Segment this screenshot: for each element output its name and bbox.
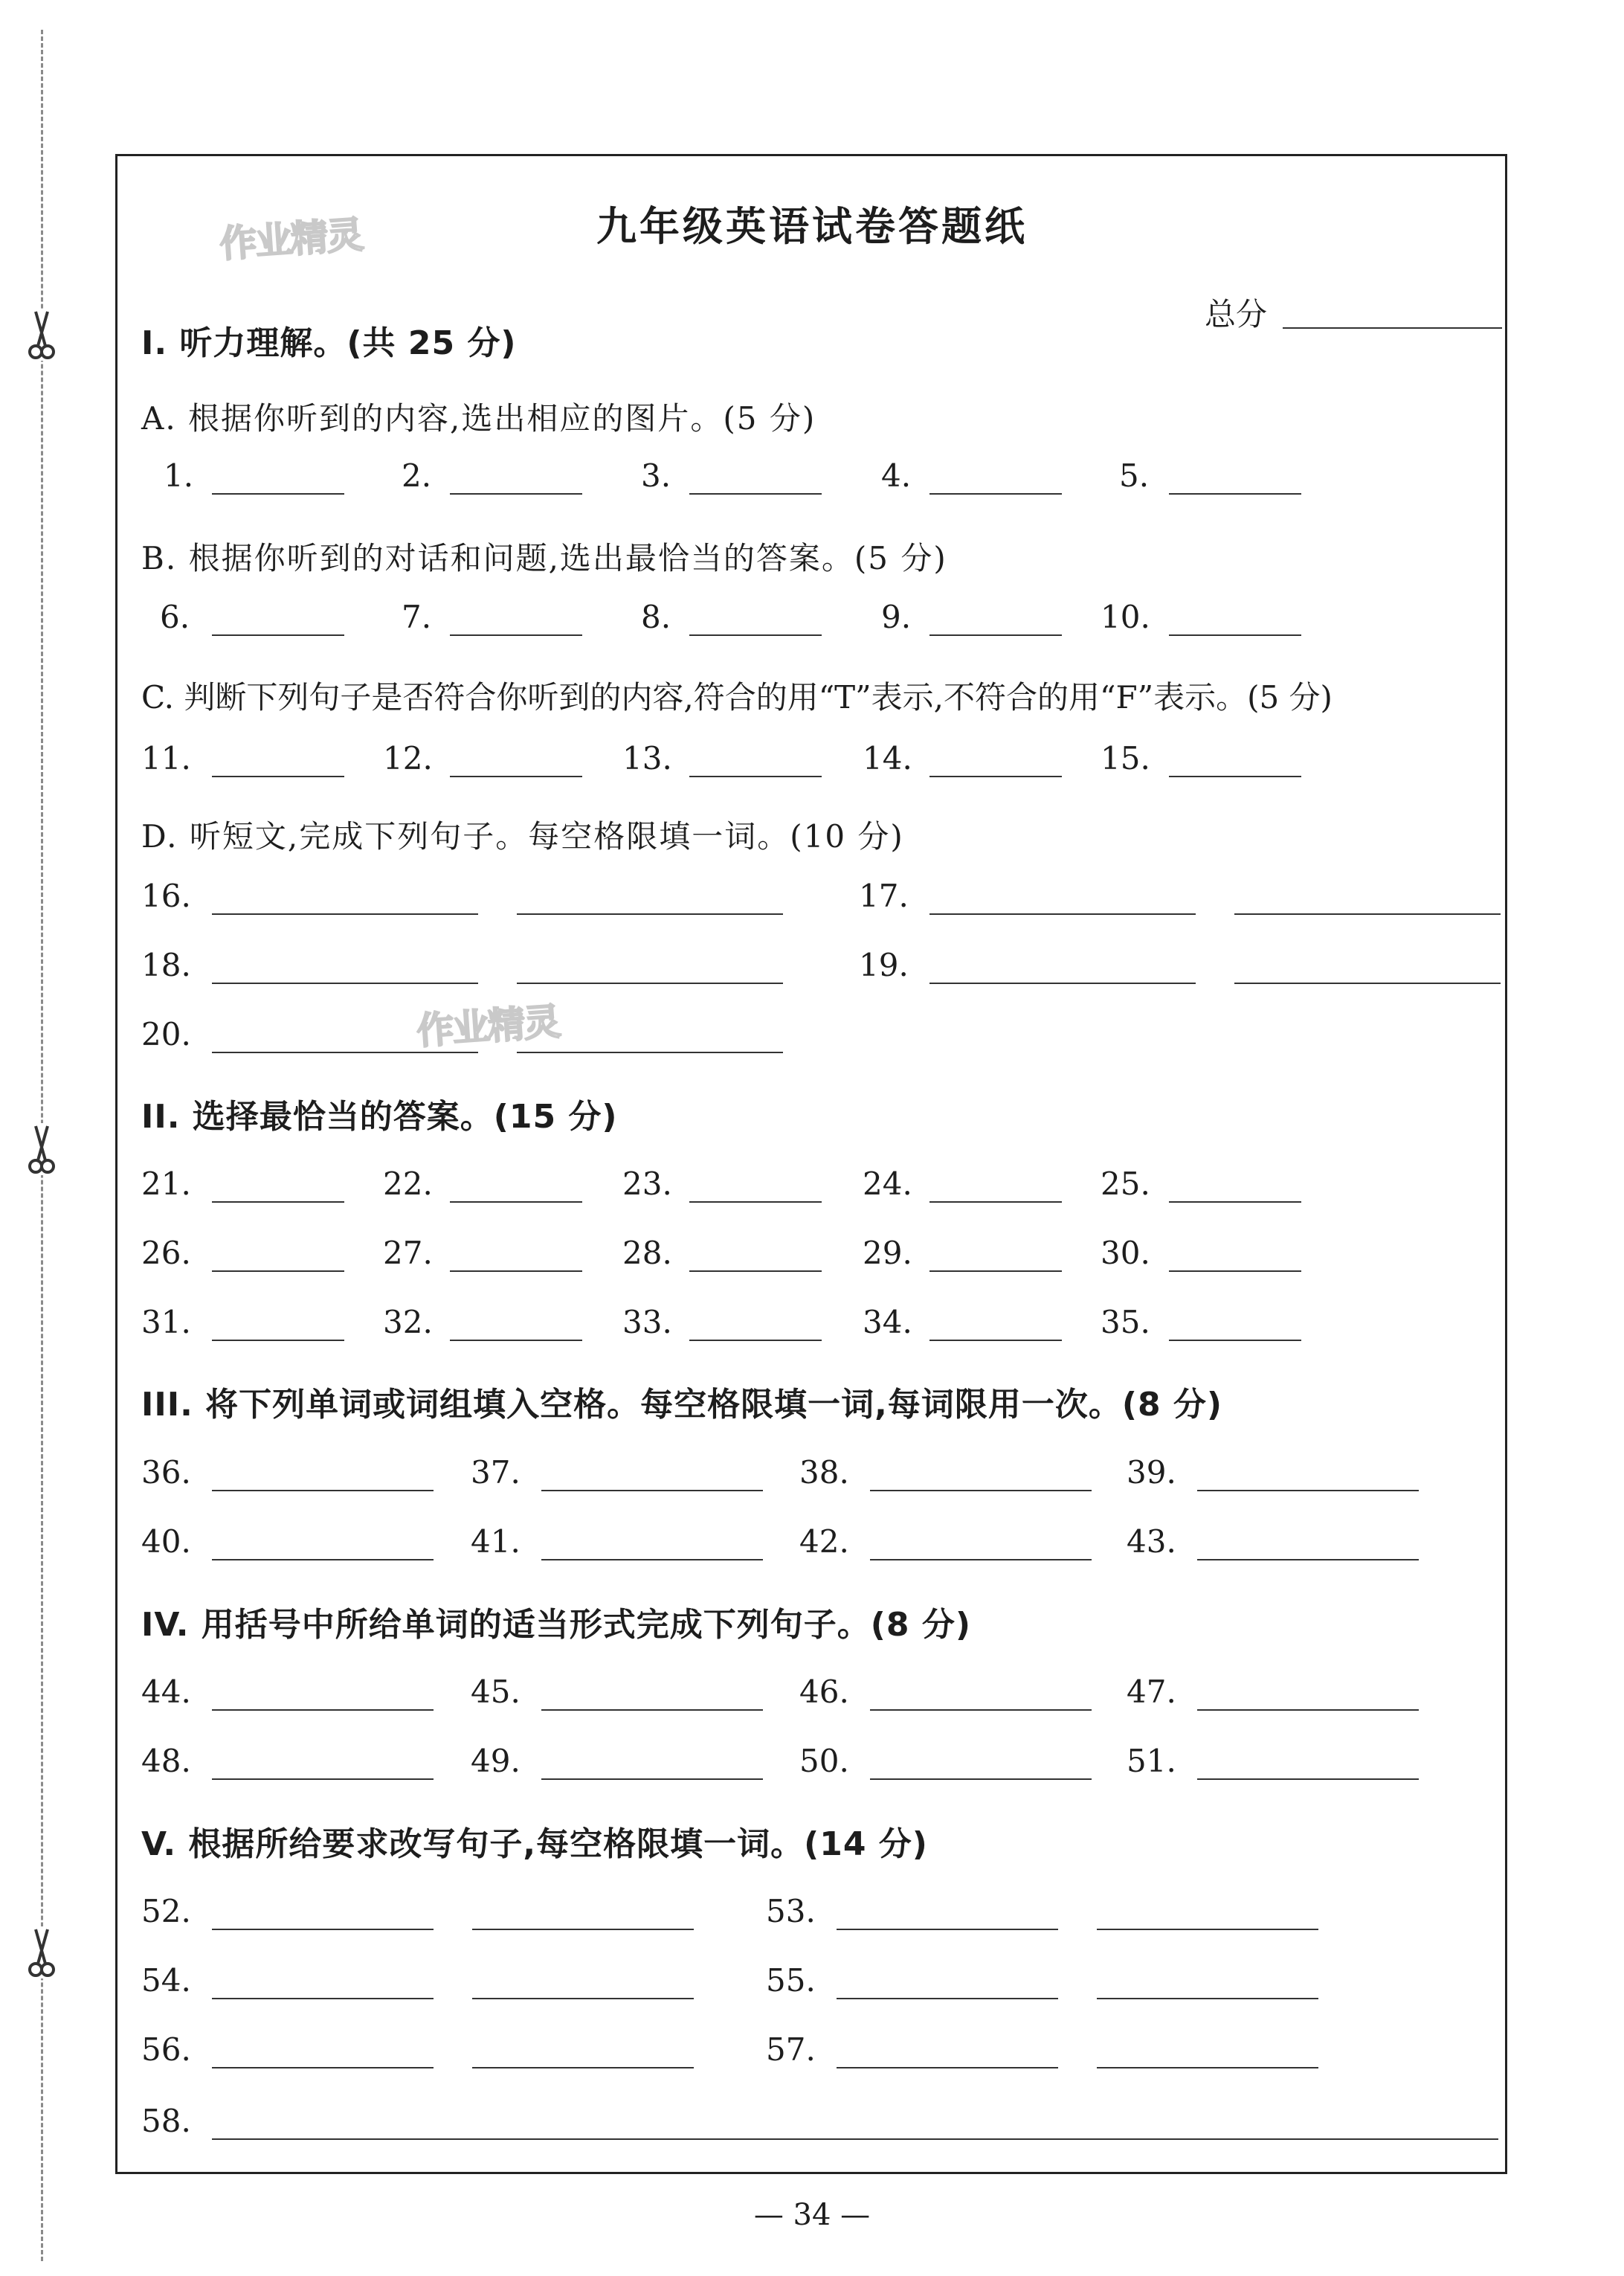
question-number: 38. xyxy=(799,1454,849,1491)
answer-blank[interactable] xyxy=(929,1201,1062,1203)
section-heading: I. 听力理解。(共 25 分) xyxy=(141,324,517,362)
question-number: 31. xyxy=(141,1304,191,1340)
page-title: 九年级英语试卷答题纸 xyxy=(596,203,1028,250)
section-heading: V. 根据所给要求改写句子,每空格限填一词。(14 分) xyxy=(141,1825,928,1863)
question-number: 1. xyxy=(164,457,194,494)
question-number: 10. xyxy=(1101,599,1150,635)
answer-blank[interactable] xyxy=(1169,776,1301,777)
question-number: 19. xyxy=(859,947,909,983)
question-number: 54. xyxy=(141,1962,191,1999)
answer-sheet-frame xyxy=(115,154,1507,2174)
question-number: 12. xyxy=(383,740,433,777)
watermark: 作业精灵 xyxy=(218,213,364,266)
answer-blank[interactable] xyxy=(541,1778,763,1780)
answer-blank[interactable] xyxy=(689,634,822,636)
scissors-icon xyxy=(25,1123,58,1175)
total-score-field[interactable] xyxy=(1283,327,1502,329)
answer-blank[interactable] xyxy=(541,1559,763,1560)
answer-blank[interactable] xyxy=(689,1201,822,1203)
answer-blank[interactable] xyxy=(212,1778,434,1780)
question-number: 37. xyxy=(471,1454,521,1491)
answer-blank[interactable] xyxy=(212,634,344,636)
answer-blank[interactable] xyxy=(1234,913,1501,915)
question-number: 39. xyxy=(1127,1454,1176,1491)
question-number: 13. xyxy=(622,740,672,777)
answer-blank[interactable] xyxy=(929,776,1062,777)
question-number: 45. xyxy=(471,1674,521,1710)
question-number: 20. xyxy=(141,1016,191,1052)
answer-blank[interactable] xyxy=(212,2138,1498,2140)
question-number: 17. xyxy=(859,878,909,914)
answer-blank[interactable] xyxy=(212,1340,344,1341)
question-number: 5. xyxy=(1119,457,1150,494)
question-number: 41. xyxy=(471,1523,521,1560)
section-heading: II. 选择最恰当的答案。(15 分) xyxy=(141,1098,618,1136)
answer-blank[interactable] xyxy=(929,913,1196,915)
answer-blank[interactable] xyxy=(541,1490,763,1491)
question-number: 55. xyxy=(766,1962,816,1999)
question-number: 8. xyxy=(641,599,671,635)
answer-blank[interactable] xyxy=(212,776,344,777)
answer-blank[interactable] xyxy=(450,776,582,777)
subsection-heading: C. 判断下列句子是否符合你听到的内容,符合的用“T”表示,不符合的用“F”表示。(5 分) xyxy=(141,679,1333,716)
question-number: 50. xyxy=(799,1743,849,1779)
question-number: 34. xyxy=(863,1304,912,1340)
answer-blank[interactable] xyxy=(1197,1559,1419,1560)
question-number: 44. xyxy=(141,1674,191,1710)
question-number: 7. xyxy=(402,599,432,635)
answer-blank[interactable] xyxy=(212,913,478,915)
question-number: 11. xyxy=(141,740,191,777)
question-number: 51. xyxy=(1127,1743,1176,1779)
answer-blank[interactable] xyxy=(837,2067,1058,2068)
answer-blank[interactable] xyxy=(212,1929,434,1930)
question-number: 48. xyxy=(141,1743,191,1779)
answer-blank[interactable] xyxy=(517,913,783,915)
answer-blank[interactable] xyxy=(212,1709,434,1711)
question-number: 16. xyxy=(141,878,191,914)
answer-blank[interactable] xyxy=(689,776,822,777)
question-number: 24. xyxy=(863,1166,912,1202)
answer-blank[interactable] xyxy=(1097,1929,1318,1930)
answer-blank[interactable] xyxy=(1169,634,1301,636)
section-heading: IV. 用括号中所给单词的适当形式完成下列句子。(8 分) xyxy=(141,1606,971,1644)
question-number: 15. xyxy=(1101,740,1150,777)
answer-blank[interactable] xyxy=(1234,983,1501,984)
question-number: 36. xyxy=(141,1454,191,1491)
question-number: 58. xyxy=(141,2103,191,2139)
scissors-icon xyxy=(25,1926,58,1978)
answer-blank[interactable] xyxy=(212,983,478,984)
answer-blank[interactable] xyxy=(870,1709,1092,1711)
total-score-label: 总分 xyxy=(1205,296,1268,332)
question-number: 46. xyxy=(799,1674,849,1710)
question-number: 18. xyxy=(141,947,191,983)
question-number: 25. xyxy=(1101,1166,1150,1202)
answer-blank[interactable] xyxy=(1169,1340,1301,1341)
answer-blank[interactable] xyxy=(689,1340,822,1341)
answer-blank[interactable] xyxy=(1097,2067,1318,2068)
question-number: 3. xyxy=(641,457,671,494)
answer-blank[interactable] xyxy=(1197,1778,1419,1780)
answer-blank[interactable] xyxy=(472,1998,694,1999)
question-number: 30. xyxy=(1101,1235,1150,1271)
answer-blank[interactable] xyxy=(517,1052,783,1053)
question-number: 27. xyxy=(383,1235,433,1271)
question-number: 42. xyxy=(799,1523,849,1560)
answer-blank[interactable] xyxy=(870,1490,1092,1491)
answer-blank[interactable] xyxy=(929,983,1196,984)
question-number: 56. xyxy=(141,2031,191,2068)
section-heading: III. 将下列单词或词组填入空格。每空格限填一词,每词限用一次。(8 分) xyxy=(141,1386,1223,1424)
subsection-heading: B. 根据你听到的对话和问题,选出最恰当的答案。(5 分) xyxy=(141,540,947,576)
answer-blank[interactable] xyxy=(929,1340,1062,1341)
answer-blank[interactable] xyxy=(1169,1201,1301,1203)
question-number: 53. xyxy=(766,1893,816,1929)
answer-blank[interactable] xyxy=(212,1201,344,1203)
question-number: 26. xyxy=(141,1235,191,1271)
question-number: 23. xyxy=(622,1166,672,1202)
answer-blank[interactable] xyxy=(541,1709,763,1711)
answer-blank[interactable] xyxy=(929,1270,1062,1272)
answer-blank[interactable] xyxy=(689,1270,822,1272)
answer-blank[interactable] xyxy=(212,1270,344,1272)
question-number: 52. xyxy=(141,1893,191,1929)
question-number: 2. xyxy=(402,457,432,494)
answer-blank[interactable] xyxy=(450,634,582,636)
question-number: 43. xyxy=(1127,1523,1176,1560)
watermark: 作业精灵 xyxy=(415,1000,561,1053)
answer-blank[interactable] xyxy=(212,493,344,495)
answer-blank[interactable] xyxy=(517,983,783,984)
answer-blank[interactable] xyxy=(929,493,1062,495)
answer-blank[interactable] xyxy=(212,1998,434,1999)
question-number: 21. xyxy=(141,1166,191,1202)
answer-blank[interactable] xyxy=(450,493,582,495)
answer-blank[interactable] xyxy=(870,1559,1092,1560)
question-number: 32. xyxy=(383,1304,433,1340)
page-number: — 34 — xyxy=(753,2198,871,2232)
answer-blank[interactable] xyxy=(1197,1490,1419,1491)
answer-blank[interactable] xyxy=(450,1201,582,1203)
answer-blank[interactable] xyxy=(870,1778,1092,1780)
answer-blank[interactable] xyxy=(1197,1709,1419,1711)
answer-blank[interactable] xyxy=(212,1490,434,1491)
question-number: 4. xyxy=(881,457,912,494)
question-number: 49. xyxy=(471,1743,521,1779)
answer-blank[interactable] xyxy=(472,2067,694,2068)
question-number: 40. xyxy=(141,1523,191,1560)
answer-blank[interactable] xyxy=(1169,1270,1301,1272)
answer-blank[interactable] xyxy=(212,1052,478,1053)
answer-blank[interactable] xyxy=(929,634,1062,636)
question-number: 33. xyxy=(622,1304,672,1340)
answer-blank[interactable] xyxy=(1169,493,1301,495)
question-number: 9. xyxy=(881,599,912,635)
question-number: 22. xyxy=(383,1166,433,1202)
answer-blank[interactable] xyxy=(450,1340,582,1341)
answer-blank[interactable] xyxy=(689,493,822,495)
answer-blank[interactable] xyxy=(212,1559,434,1560)
question-number: 14. xyxy=(863,740,912,777)
answer-blank[interactable] xyxy=(837,1929,1058,1930)
question-number: 47. xyxy=(1127,1674,1176,1710)
question-number: 35. xyxy=(1101,1304,1150,1340)
subsection-heading: A. 根据你听到的内容,选出相应的图片。(5 分) xyxy=(141,400,816,437)
question-number: 6. xyxy=(160,599,190,635)
answer-blank[interactable] xyxy=(472,1929,694,1930)
question-number: 57. xyxy=(766,2031,816,2068)
question-number: 29. xyxy=(863,1235,912,1271)
question-number: 28. xyxy=(622,1235,672,1271)
subsection-heading: D. 听短文,完成下列句子。每空格限填一词。(10 分) xyxy=(141,818,904,855)
scissors-icon xyxy=(25,309,58,361)
answer-blank[interactable] xyxy=(212,2067,434,2068)
answer-blank[interactable] xyxy=(1097,1998,1318,1999)
answer-blank[interactable] xyxy=(450,1270,582,1272)
answer-blank[interactable] xyxy=(837,1998,1058,1999)
